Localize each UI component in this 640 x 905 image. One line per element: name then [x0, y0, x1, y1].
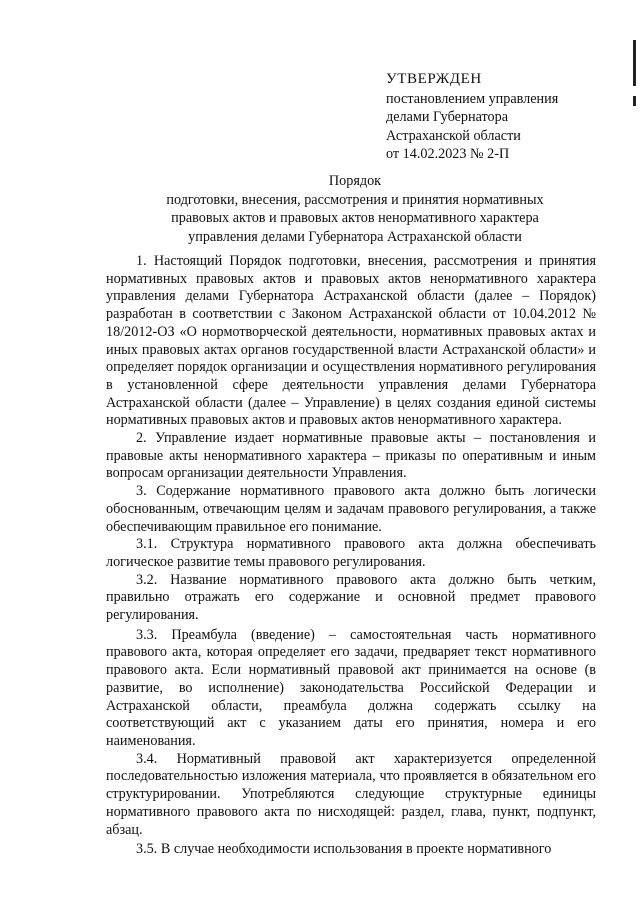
title-line: управления делами Губернатора Астраханской области — [188, 228, 522, 245]
approval-line: делами Губернатора — [386, 109, 509, 126]
document-title — [90, 172, 620, 246]
paragraph-3-2: 3.2. Название нормативного правового акта должно быть четким, правильно отражать его содержание и основной предмет правового регулирования. — [106, 571, 596, 624]
scan-edge-mark — [633, 96, 636, 106]
scan-edge-mark — [633, 40, 636, 86]
paragraph-3-4: 3.4. Нормативный правовой акт характеризуется определенной последовательностью изложения материала, что проявляется в обязательном его структурировании. Употребляются следующие структурные единицы нормативного правового акта по нисходящей: раздел, глава, пункт, подпункт, абзац. — [106, 750, 596, 838]
approval-date-line: от 14.02.2023 № 2-П — [386, 146, 510, 163]
paragraph-3-3: 3.3. Преамбула (введение) – самостоятельная часть нормативного правового акта, которая определяет его задачи, предваряет текст нормативного правового акта. Если нормативный правовой акт принимается на основе (в развитие, во исполнение) законодательства Российской Федерации и Астраханской области, преамбула должна содержать ссылку на соответствующий акт с указанием даты его принятия, номера и его наименования. — [106, 626, 596, 749]
approval-heading: УТВЕРЖДЕН — [386, 71, 482, 87]
paragraph-3-5: 3.5. В случае необходимости использования в проекте нормативного — [136, 841, 552, 858]
approval-line: постановлением управления — [386, 90, 559, 107]
paragraph-2: 2. Управление издает нормативные правовые акты – постановления и правовые акты ненормативного характера – приказы по оперативным и иным вопросам организации деятельности Управления. — [106, 430, 596, 482]
approval-line: Астраханской области — [386, 127, 521, 144]
title-line: правовых актов и правовых актов ненормативного характера — [171, 210, 539, 227]
approval-stamp — [386, 70, 616, 164]
paragraph-1: 1. Настоящий Порядок подготовки, внесения, рассмотрения и принятия нормативных правовых актов и правовых актов ненормативного характера управления делами Губернатора Астраханской области (далее – Порядок) разработан в соответствии с Законом Астраханской области от 10.04.2012 № 18/2012-ОЗ «О нормотворческой деятельности, нормативных правовых актах и иных правовых актах органов государственной власти Астраханской области» и определяет порядок организации и осуществления нормативного регулирования в установленной сфере деятельности управления делами Губернатора Астраханской области (далее – Управление) в целях создания единой системы нормативных правовых актов и правовых актов ненормативного характера. — [106, 253, 596, 429]
title-line: Порядок — [328, 173, 382, 189]
paragraph-3-1: 3.1. Структура нормативного правового акта должна обеспечивать логическое развитие темы правового регулирования. — [106, 536, 596, 570]
document-body — [106, 253, 596, 859]
title-line: подготовки, внесения, рассмотрения и принятия нормативных — [166, 191, 544, 208]
paragraph-3: 3. Содержание нормативного правового акта должно быть логически обоснованным, отвечающим целям и задачам правового регулирования, а также обеспечивающим правильное его понимание. — [106, 483, 596, 535]
